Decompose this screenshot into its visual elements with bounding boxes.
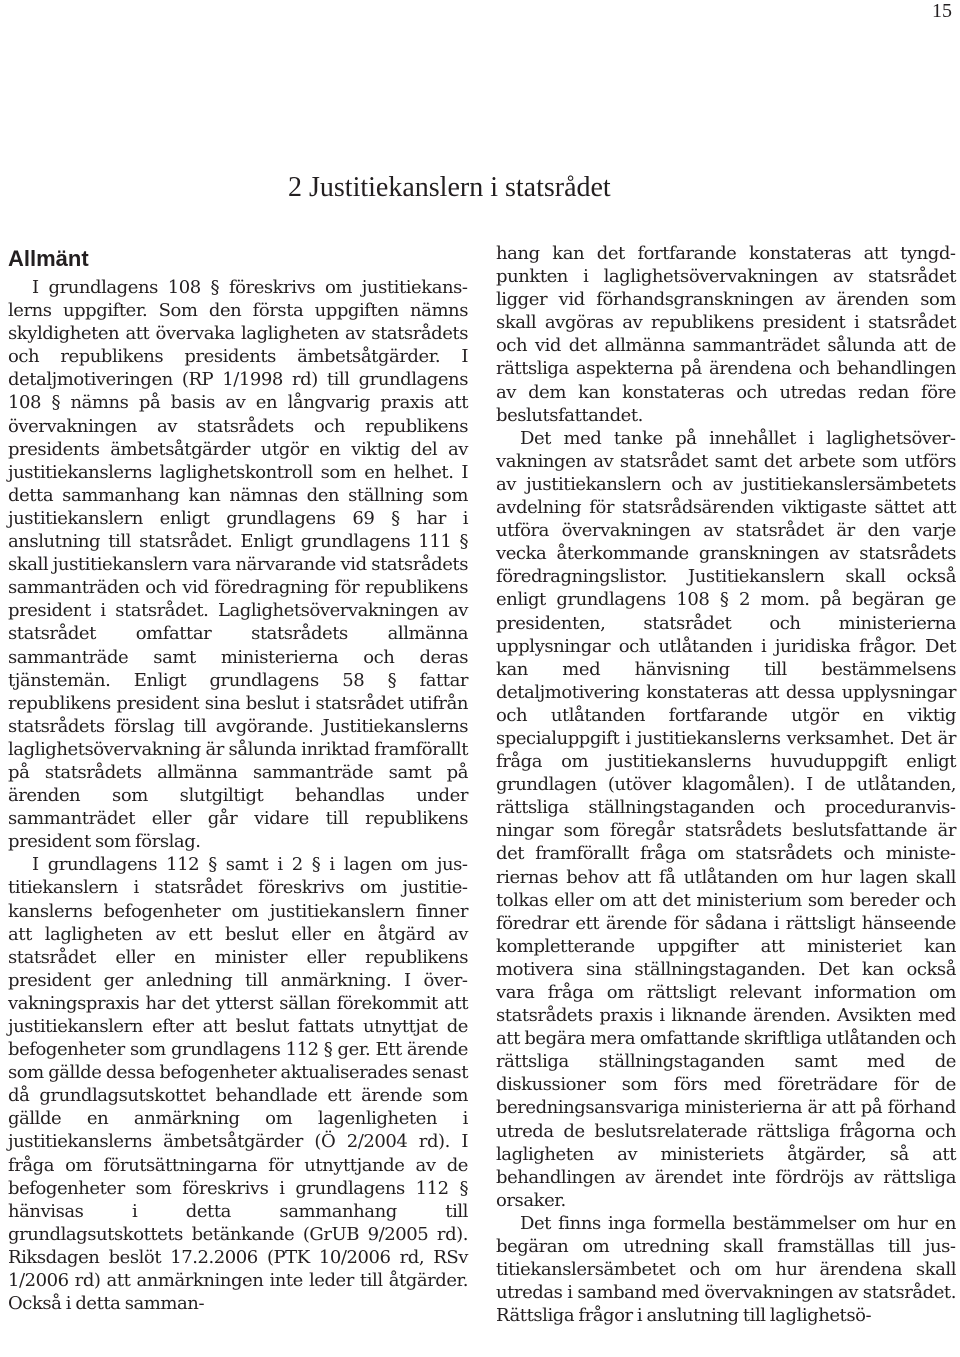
body-paragraph: I grundlagens 112 § samt i 2 § i lagen om justitiekanslern i statsrådet föreskrivs om justitiekanslerns befogenheter om justitiekanslern finner att lagligheten av ett beslut eller en åtgärd av statsrådet eller en minister eller republikens president ger anledning till anmärkning. I övervakningspraxis har det ytterst sällan förekommit att justitiekanslern efter att beslut fattats utnyttjat de befogenheter som grundlagens 112 § ger. Ett ärende som gällde dessa befogenheter aktualiserades senast då grundlagsutskottet behandlade ett ärende som gällde en anmärkning om lagenligheten i justitiekanslerns ämbetsåtgärder (Ö 2/2004 rd). I fråga om förutsättningarna för utnyttjande av de befogenheter som föreskrivs i grundlagens 112 § hänvisas i detta sammanhang till grundlagsutskottets betänkande (GrUB 9/2005 rd). Riksdagen beslöt 17.2.2006 (PTK 10/2006 rd, RSv 1/2006 rd) att anmärkningen inte leder till åtgärder. Också i detta samman- [8, 854, 468, 1315]
body-paragraph: Det finns inga formella bestämmelser om hur en begäran om utredning skall framställas till justitiekanslersämbetet och om hur ärendena skall utredas i samband med övervakningen av statsrådet. Rättsliga frågor i anslutning till laglighetsö- [496, 1212, 956, 1327]
left-column [8, 242, 468, 1315]
chapter-title: 2 Justitiekanslern i statsrådet [288, 172, 611, 203]
section-heading: Allmänt [8, 246, 89, 271]
page-number: 15 [932, 0, 952, 22]
body-paragraph-continued: hang kan det fortfarande konstateras att tyngdpunkten i laglighetsövervakningen av statsrådet ligger vid förhandsgranskningen av ärenden som skall avgöras av republikens president i statsrådet och vid det allmänna sammanträdet sålunda att de rättsliga aspekterna på ärendena och behandlingen av dem kan konstateras och utredas redan före beslutsfattandet. [496, 243, 956, 426]
body-paragraph: Det med tanke på innehållet i laglighetsövervakningen av statsrådet samt det arbete som utförs av justitiekanslern och av justitiekanslersämbetets avdelning för statsrådsärenden viktigaste sättet att utföra övervakningen av statsrådet är den varje vecka återkommande granskningen av statsrådets föredragningslistor. Justitiekanslern skall också enligt grundlagens 108 § 2 mom. på begäran ge presidenten, statsrådet och ministerierna upplysningar och utlåtanden i juridiska frågor. Det kan med hänvisning till bestämmelsens detaljmotivering konstateras att dessa upplysningar och utlåtanden fortfarande utgör en viktig specialuppgift i justitiekanslerns verksamhet. Det är fråga om justitiekanslerns huvuduppgift enligt grundlagen (utöver klagomålen). I de utlåtanden, rättsliga ställningstaganden och proceduranvisningar som föregår statsrådets beslutsfattande är det framförallt fråga om statsrådets och ministeriernas behov att få utlåtanden om hur lagen skall tolkas eller om att det ministerium som bereder och föredrar ett ärende för sådana i rättsligt hänseende kompletterande uppgifter att ministeriet kan motivera sina ställningstaganden. Det kan också vara fråga om rättsligt relevant information om statsrådets praxis i liknande ärenden. Avsikten med att begära mera omfattande skriftliga utlåtanden och rättsliga ställningstaganden samt med de diskussioner som förs med företrädare för de beredningsansvariga ministerierna är att på förhand utreda de beslutsrelaterade rättsliga frågorna och lagligheten av ministeriets åtgärder, så att behandlingen av ärendet inte fördröjs av rättsliga orsaker. [496, 427, 956, 1211]
body-paragraph: I grundlagens 108 § föreskrivs om justitiekanslerns uppgifter. Som den första uppgiften nämns skyldigheten att övervaka lagligheten av statsrådets och republikens presidents ämbetsåtgärder. I detaljmotiveringen (RP 1/1998 rd) till grundlagens 108 § nämns på basis av en långvarig praxis att övervakningen av statsrådets och republikens presidents ämbetsåtgärder utgör en viktig del av justitiekanslerns laglighetskontroll som en helhet. I detta sammanhang kan nämnas den ställning som justitiekanslern enligt grundlagens 69 § har i anslutning till statsrådet. Enligt grundlagens 111 § skall justitiekanslern vara närvarande vid statsrådets sammanträden och vid föredragning för republikens president i statsrådet. Laglighetsövervakningen av statsrådet omfattar statsrådets allmänna sammanträde samt ministerierna och deras tjänstemän. Enligt grundlagens 58 § fattar republikens president sina beslut i statsrådet utifrån statsrådets förslag till avgörande. Justitiekanslerns laglighetsövervakning är sålunda inriktad framförallt på statsrådets allmänna sammanträde samt på ärenden som slutgiltigt behandlas under sammanträdet eller går vidare till republikens president som förslag. [8, 277, 468, 853]
right-column [496, 242, 956, 1327]
